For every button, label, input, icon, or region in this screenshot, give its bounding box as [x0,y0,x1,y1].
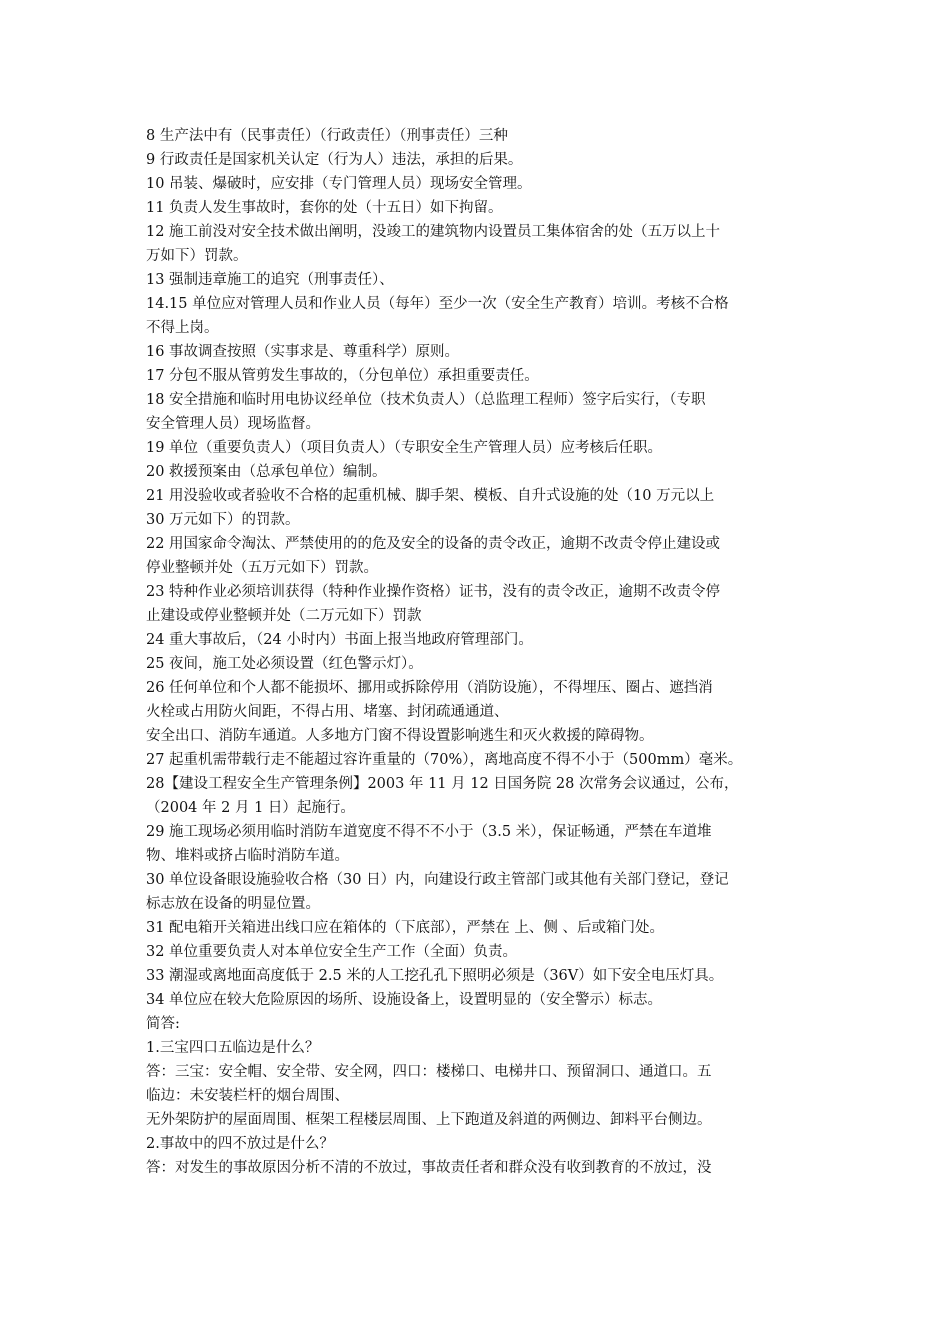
text-line: 标志放在设备的明显位置。 [146,896,320,912]
text-line: 17 分包不服从管剪发生事故的，（分包单位）承担重要责任。 [146,368,539,384]
text-line: 20 救援预案由（总承包单位）编制。 [146,464,387,480]
text-line: 22 用国家命令淘汰、严禁使用的的危及安全的设备的责令改正，逾期不改责令停止建设或 [146,536,721,552]
text-line: 23 特种作业必须培训获得（特种作业操作资格）证书，没有的责令改正，逾期不改责令停 [146,584,721,600]
text-line: 12 施工前没对安全技术做出阐明，没竣工的建筑物内设置员工集体宿舍的处（五万以上十 [146,224,721,240]
text-line: 26 任何单位和个人都不能损坏、挪用或拆除停用（消防设施），不得埋压、圈占、遮挡消 [146,680,713,696]
text-line: 无外架防护的屋面周围、框架工程楼层周围、上下跑道及斜道的两侧边、卸料平台侧边。 [146,1112,712,1128]
text-line: 8 生产法中有（民事责任）（行政责任）（刑事责任）三种 [146,128,508,144]
text-line: 32 单位重要负责人对本单位安全生产工作（全面）负责。 [146,944,518,960]
text-line: 21 用没验收或者验收不合格的起重机械、脚手架、模板、自升式设施的处（10 万元以上 [146,488,715,504]
text-line: 27 起重机需带载行走不能超过容许重量的（70%），离地高度不得不小于（500mm）毫米。 [146,752,743,768]
text-line: 答：对发生的事故原因分析不清的不放过，事故责任者和群众没有收到教育的不放过，没 [146,1160,712,1176]
text-line: （2004 年 2 月 1 日）起施行。 [146,800,355,816]
text-line: 答：三宝：安全帽、安全带、安全网，四口：楼梯口、电梯井口、预留洞口、通道口。五 [146,1064,712,1080]
text-line: 30 单位设备眼设施验收合格（30 日）内，向建设行政主管部门或其他有关部门登记，登记 [146,872,729,888]
text-line: 火栓或占用防火间距，不得占用、堵塞、封闭疏通通道、 [146,704,509,720]
text-line: 19 单位（重要负责人）（项目负责人）（专职安全生产管理人员）应考核后任职。 [146,440,663,456]
text-line: 停业整顿并处（五万元如下）罚款。 [146,560,378,576]
text-line: 31 配电箱开关箱进出线口应在箱体的（下底部），严禁在 上、侧 、后或箱门处。 [146,920,665,936]
text-line: 简答: [146,1016,180,1032]
text-line: 16 事故调查按照（实事求是、尊重科学）原则。 [146,344,460,360]
text-line: 29 施工现场必须用临时消防车道宽度不得不不小于（3.5 米），保证畅通，严禁在车道堆 [146,824,712,840]
text-line: 安全管理人员）现场监督。 [146,416,320,432]
text-line: 1.三宝四口五临边是什么？ [146,1040,320,1056]
text-line: 13 强制违章施工的追究（刑事责任）、 [146,272,394,288]
text-line: 25 夜间，施工处必须设置（红色警示灯）。 [146,656,423,672]
text-line: 10 吊装、爆破时，应安排（专门管理人员）现场安全管理。 [146,176,532,192]
text-line: 18 安全措施和临时用电协议经单位（技术负责人）（总监理工程师）签字后实行，（专职 [146,392,706,408]
text-line: 安全出口、消防车通道。人多地方门窗不得设置影响逃生和灭火救援的障碍物。 [146,728,654,744]
text-line: 万如下）罚款。 [146,248,248,264]
text-line: 24 重大事故后，（24 小时内）书面上报当地政府管理部门。 [146,632,533,648]
text-line: 止建设或停业整顿并处（二万元如下）罚款 [146,608,422,624]
text-line: 临边：未安装栏杆的烟台周围、 [146,1088,349,1104]
text-line: 33 潮湿或离地面高度低于 2.5 米的人工挖孔孔下照明必须是（36V）如下安全电压灯具。 [146,968,724,984]
document-body [146,124,806,1180]
text-line: 2.事故中的四不放过是什么？ [146,1136,334,1152]
text-line: 30 万元如下）的罚款。 [146,512,300,528]
text-line: 11 负责人发生事故时，套你的处（十五日）如下拘留。 [146,200,503,216]
text-line: 9 行政责任是国家机关认定（行为人）违法，承担的后果。 [146,152,523,168]
text-line: 28【建设工程安全生产管理条例】2003 年 11 月 12 日国务院 28 次常务会议通过，公布， [146,776,739,792]
text-line: 物、堆料或挤占临时消防车道。 [146,848,349,864]
text-line: 34 单位应在较大危险原因的场所、设施设备上，设置明显的（安全警示）标志。 [146,992,663,1008]
text-line: 14.15 单位应对管理人员和作业人员（每年）至少一次（安全生产教育）培训。考核不合格 [146,296,729,312]
text-line: 不得上岗。 [146,320,219,336]
